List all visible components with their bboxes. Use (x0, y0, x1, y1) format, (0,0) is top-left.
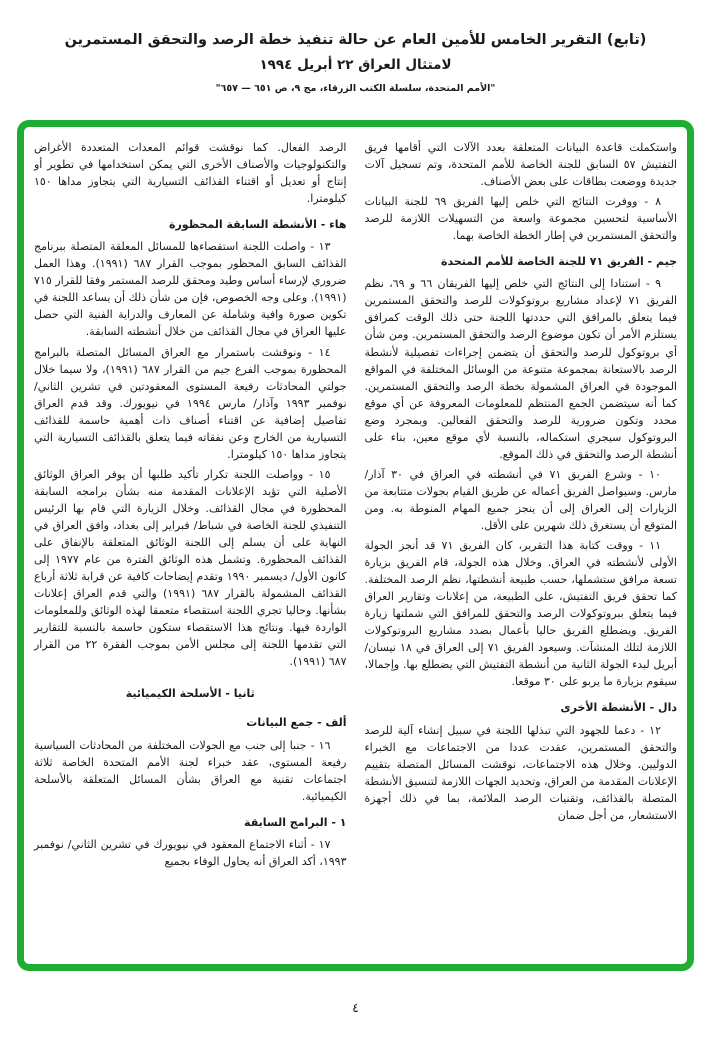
paragraph-15: ١٥ - وواصلت اللجنة تكرار تأكيد طلبها أن يوفر العراق الوثائق الأصلية التي تؤيد الإعلانات المقدمة منه بشأن برامجه السابقة المحظورة في مجال القذائف. وخلال الزيارة التي قام بها الرئيس التنفيذي للجنة الخاصة في شباط/ فبراير إلى بغداد، وافق العراق في النهاية على أن يسلم إلى اللجنة الوثائق المتعلقة بالإنفاق على القذائف المحظورة. وتشمل هذه الوثائق الفترة من عام ١٩٧٧ إلى كانون الأول/ ديسمبر ١٩٩٠ وتقدم إيضاحات كافية عن قرابة ثلاثة أرباع القذائف المشمولة بالقرار ٦٨٧ (١٩٩١) والتي قدم العراق إعلانات بشأنها. وحاليا تجري اللجنة استقصاء متعمقا لهذه الوثائق وللمعلومات الواردة فيها. ونتائج هذا الاستقصاء ستكون حاسمة بالنسبة للتقارير التي تقدمها اللجنة إلى مجلس الأمن بموجب الفقرة ٢٢ من القرار ٦٨٧ (١٩٩١). (34, 467, 347, 669)
paragraph-16: ١٦ - جنبا إلى جنب مع الجولات المختلفة من المحادثات السياسية رفيعة المستوى، عقد خبراء لجنة الأمم المتحدة الخاصة ثلاثة اجتماعات تقنية مع العراق بشأن المسائل المتعلقة بالأسلحة الكيميائية. (34, 738, 347, 803)
paragraph-10: ١٠ - وشرع الفريق ٧١ في أنشطته في العراق في ٣٠ آذار/ مارس. وسيواصل الفريق أعماله عن طريق القيام بجولات متتابعة من الزيارات إلى العراق إلى أن ينجز جميع المهام المنوطة به. ومن المتوقع أن يستغرق ذلك شهرين على الأقل. (364, 467, 677, 532)
source-citation: "الأمم المتحدة، سلسلة الكتب الزرقاء، مج ٩، ص ٦٥١ — ٦٥٧" (215, 83, 496, 94)
paragraph-8: ٨ - ووفرت النتائج التي خلص إليها الفريق ٦٩ للجنة البيانات الأساسية لتحسين مجموعة واسعة من التسهيلات اللازمة للرصد والتحقق المستمرين في إطار الخطة الخاصة بهما. (364, 195, 677, 243)
paragraph-continuation-machines: واستكملت قاعدة البيانات المتعلقة بعدد الآلات التي أقامها فريق التفتيش ٥٧ السابق للجنة الخاصة للأمم المتحدة، وتم تسجيل آلات جديدة ووضعت بطاقات على بعض الأصناف. (364, 141, 677, 189)
paragraph-13: ١٣ - واصلت اللجنة استقصاءها للمسائل المعلقة المتصلة ببرنامج القذائف السابق المحظور بموجب القرار ٦٨٧ (١٩٩١). وهذا العمل ضروري لإرساء أساس وطيد ومحقق للرصد المستمر وفقا للقرار ٧١٥ (١٩٩١). وعلى وجه الخصوص، فإن من شأن ذلك أن يساعد اللجنة في تكوين صورة وافية وشاملة عن المعارف والدراية الفنية التي حصل عليها العراق في مجال القذائف من خلال أنشطته السابقة. (34, 240, 347, 339)
column-right (365, 139, 678, 873)
section-heading-alef-data-collection: ألف - جمع البيانات (246, 716, 347, 730)
paragraph-continuation-monitoring: الرصد الفعال. كما نوقشت قوائم المعدات المتعددة الأغراض والتكنولوجيات والأصناف الأخرى التي يمكن استخدامها في تطوير أو إنتاج أو تعديل أو اقتناء القذائف التسيارية التي يتجاوز مداها ١٥٠ كيلومترا. (34, 141, 347, 206)
section-heading-chemical-weapons: ثانيا - الأسلحة الكيميائية (125, 687, 255, 701)
paragraph-9: ٩ - استنادا إلى النتائج التي خلص إليها الفريقان ٦٦ و ٦٩، نظم الفريق ٧١ لإعداد مشاريع بروتوكولات للرصد والتحقق المستمرين فيما يتعلق بالمرافق التي حددتها اللجنة حتى ذلك الوقت كمرافق يستلزم الأمر أن تكون موضوع الرصد والتحقق المستمرين. ومن شأن أي بروتوكول للرصد والتحقق أن يتضمن إجراءات تفصيلية لأنشطة الرصد بالاستعانة بمجموعة متنوعة من الوسائل المختلفة في المواقع الموجودة في العراق المشمولة بخطة الرصد والتحقق المستمرين. كما أنه سيتضمن الجمع المنتظم للمعلومات المعروفة عن أي موقع محدد وتكون ضرورية للرصد والتحقق الفعالين. وبمجرد وضع البروتوكول سيجري استكماله، بالنسبة لأي موقع معين، بناء على أنشطة الرصد والتحقق في ذلك الموقع. (364, 277, 677, 461)
report-title-line2: لامتثال العراق ٢٢ أبريل ١٩٩٤ (259, 57, 452, 73)
paragraph-14: ١٤ - ونوقشت باستمرار مع العراق المسائل المتصلة بالبرامج المحظورة بموجب الفرع جيم من القرار ٦٨٧ (١٩٩١)، ولا سيما خلال جولتي المحادثات رفيعة المستوى المعقودتين في تشرين الثاني/ نوفمبر ١٩٩٣ وآذار/ مارس ١٩٩٤ في نيويورك. وقد قدم العراق تفاصيل إضافية عن اقتناء أصناف ذات أهمية حاسمة للقذائف التسيارية من الخارج وعن نفقاته فيما يتعلق بالقذائف التسيارية التي يتجاوز مداها ١٥٠ كيلومترا. (34, 345, 347, 461)
paragraph-12: ١٢ - دعما للجهود التي تبذلها اللجنة في سبيل إنشاء آلية للرصد والتحقق المستمرين، عقدت عددا من الاجتماعات مع الخبراء الدوليين. وخلال هذه الاجتماعات، نوقشت المسائل المتصلة بتقييم الإعلانات المقدمة من العراق، وتحديد الجهات اللازمة لتنسيق الأنشطة المتصلة بالقذائف، وتقنيات الرصد الملائمة، بما في ذلك أجهزة الاستشعار، من أجل ضمان (364, 723, 677, 822)
content-frame-border (17, 120, 694, 971)
column-left (34, 139, 347, 873)
report-title-line1: (تابع) التقرير الخامس للأمين العام عن حالة تنفيذ خطة الرصد والتحقق المستمرين (64, 32, 647, 48)
section-heading-dal-other-activities: دال - الأنشطة الأخرى (560, 701, 677, 715)
section-heading-jeem-team-71: جيم - الفريق ٧١ للجنة الخاصة للأمم المتحدة (441, 255, 677, 269)
section-heading-1-past-programmes: ١ - البرامج السابقة (244, 815, 347, 829)
section-heading-haa-past-prohibited: هاء - الأنشطة السابقة المحظورة (168, 218, 347, 232)
paragraph-17: ١٧ - أثناء الاجتماع المعقود في نيويورك في تشرين الثاني/ نوفمبر ١٩٩٣، أكد العراق أنه يحاول الوفاء بجميع (34, 837, 347, 868)
page-number: ٤ (352, 1001, 359, 1015)
document-header (0, 32, 711, 94)
two-column-body (24, 127, 687, 873)
paragraph-11: ١١ - ووقت كتابة هذا التقرير، كان الفريق ٧١ قد أنجز الجولة الأولى لأنشطته في العراق. وخلال هذه الجولة، قام الفريق بزيارة تسعة مرافق ستشملها، حسب طبيعة أنشطتها، نظم الرصد المختلفة. كما تحقق فريق التفتيش، على الطبيعة، من إعلانات وتقارير العراق فيما يتعلق ببروتوكولات الرصد والتحقق للمرافق التي شملتها زيارة الفريق. ويضطلع الفريق حاليا بأعمال بصدد مشاريع البروتوكولات اللازمة لتلك المنشآت. وسيعود الفريق ٧١ إلى العراق في ١٨ نيسان/ أبريل لبدء الجولة الثانية من أنشطة التفتيش التي يضطلع بها. وإجمالا، سيقوم بزيارة ما يربو على ٣٠ موقعا. (364, 539, 677, 689)
